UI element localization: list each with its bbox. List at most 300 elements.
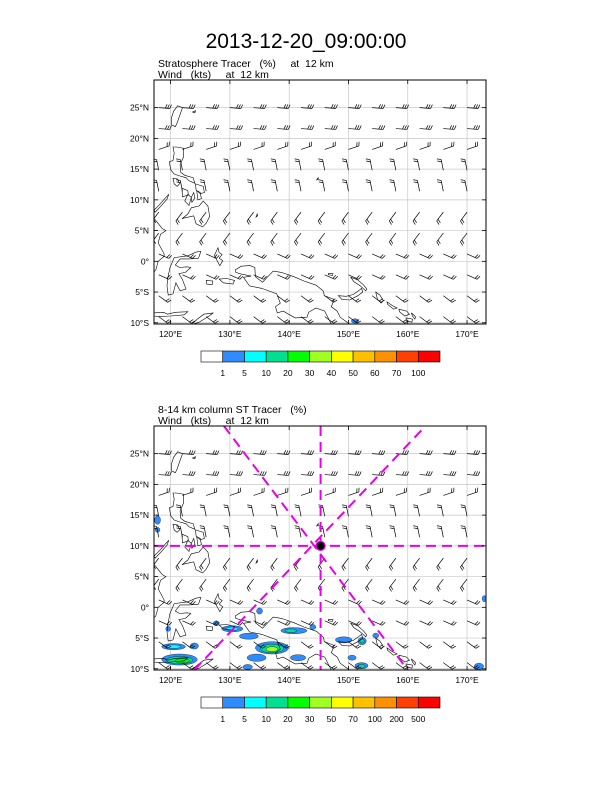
panel1-title-variable: Stratosphere Tracer (%) at 12 km — [158, 58, 334, 70]
wind-barb — [271, 212, 278, 224]
colorbar-label: 100 — [367, 714, 382, 724]
colorbar-box — [201, 351, 223, 362]
wind-barb — [224, 159, 230, 170]
coastline — [206, 626, 213, 630]
wind-barb — [301, 663, 313, 670]
wind-barb — [301, 642, 313, 649]
wind-barb — [437, 159, 443, 170]
tracer-patch — [239, 633, 258, 639]
wind-barb — [247, 212, 254, 224]
y-tick-label: 5°N — [134, 571, 149, 582]
wind-barb — [277, 471, 290, 475]
wind-barb — [271, 505, 277, 516]
wind-barb — [230, 642, 242, 649]
wind-barb — [271, 233, 278, 245]
wind-barb — [389, 233, 396, 245]
wind-barb — [413, 159, 419, 170]
wind-barb — [159, 471, 172, 475]
tracer-patch — [247, 654, 266, 661]
wind-barb — [247, 159, 253, 170]
colorbar-box — [418, 351, 440, 362]
wind-barb — [182, 471, 195, 475]
wind-barb — [437, 180, 443, 191]
wind-barb — [159, 317, 171, 324]
colorbar-box — [266, 697, 288, 708]
storm-center-marker — [316, 541, 325, 550]
x-tick-label: 140°E — [277, 675, 301, 685]
wind-barb — [420, 275, 433, 279]
coastline — [316, 524, 318, 527]
wind-barb — [206, 600, 219, 604]
wind-barb — [348, 296, 360, 303]
wind-barb — [348, 125, 361, 129]
wind-barb — [372, 642, 384, 649]
wind-barb — [176, 233, 183, 245]
wind-barb — [159, 125, 172, 129]
wind-barb — [389, 212, 396, 224]
wind-barb — [443, 296, 455, 303]
coastline — [215, 248, 223, 266]
wind-barb — [182, 125, 195, 129]
wind-barb — [372, 317, 384, 324]
x-tick-label: 170°E — [455, 675, 479, 685]
coastline — [171, 452, 182, 473]
y-tick-label: 15°N — [130, 510, 149, 521]
wind-barb — [420, 296, 432, 303]
wind-barb — [420, 600, 433, 604]
wind-barb — [206, 254, 219, 258]
y-tick-label: 5°N — [134, 225, 149, 236]
wind-barb — [342, 180, 348, 191]
coastline — [215, 594, 223, 612]
wind-barb — [390, 180, 396, 191]
colorbar-box — [288, 697, 310, 708]
wind-barb — [176, 558, 183, 570]
wind-barb — [437, 233, 444, 245]
wind-barb — [460, 212, 467, 224]
wind-barb — [396, 642, 408, 649]
wind-barb — [413, 558, 420, 570]
wind-barb — [295, 180, 301, 191]
wind-barb — [224, 505, 230, 516]
colorbar-box — [397, 697, 419, 708]
wind-barb — [467, 471, 480, 475]
x-tick-label: 160°E — [396, 329, 420, 339]
x-tick-label: 150°E — [336, 675, 361, 685]
wind-barb — [277, 142, 288, 150]
wind-barb — [325, 296, 337, 303]
wind-barb — [176, 505, 182, 516]
colorbar-label: 5 — [242, 368, 247, 378]
wind-barb — [206, 125, 219, 129]
wind-barb — [254, 142, 265, 150]
wind-barb — [176, 579, 183, 591]
wind-barb — [254, 471, 267, 475]
coastline — [387, 302, 397, 309]
wind-barb — [437, 526, 443, 537]
wind-barb — [396, 142, 407, 150]
wind-barb — [372, 663, 384, 670]
wind-barb — [420, 471, 433, 475]
wind-barb — [420, 621, 433, 625]
colorbar-box — [375, 351, 397, 362]
wind-barb — [413, 505, 419, 516]
wind-barb — [325, 317, 337, 324]
tracer-patch — [266, 647, 278, 652]
x-tick-label: 170°E — [455, 329, 479, 339]
wind-barb — [254, 254, 267, 258]
wind-barb — [460, 558, 467, 570]
wind-barb — [467, 621, 480, 625]
coastline — [219, 279, 234, 285]
wind-barb — [206, 317, 218, 324]
wind-barb — [200, 558, 207, 570]
wind-barb — [247, 579, 254, 591]
wind-barb — [366, 212, 373, 224]
colorbar-label: 50 — [348, 368, 358, 378]
wind-barb — [182, 488, 193, 496]
wind-barb — [230, 663, 242, 670]
wind-barb — [277, 254, 290, 258]
wind-barb — [159, 275, 172, 279]
wind-barb — [200, 579, 207, 591]
wind-barb — [159, 600, 172, 604]
colorbar-label: 30 — [304, 714, 315, 724]
wind-barb — [437, 579, 444, 591]
wind-barb — [420, 488, 431, 496]
colorbar-box — [397, 351, 419, 362]
coastline — [191, 193, 195, 203]
coastline — [169, 493, 195, 529]
wind-barb — [318, 233, 325, 245]
wind-barb — [413, 579, 420, 591]
wind-barb — [159, 296, 171, 303]
y-tick-label: 10°N — [130, 540, 149, 551]
wind-barb — [206, 296, 218, 303]
colorbar-box — [310, 351, 332, 362]
wind-barb — [372, 254, 385, 258]
wind-barb — [461, 526, 467, 537]
wind-barb — [420, 317, 432, 324]
map-area — [148, 80, 486, 327]
coastline — [193, 457, 196, 459]
coastline — [154, 194, 169, 212]
wind-barb — [460, 233, 467, 245]
wind-barb — [230, 600, 243, 604]
wind-barb — [396, 488, 407, 496]
wind-barb — [294, 212, 301, 224]
page-title: 2013-12-20_09:00:00 — [205, 30, 407, 53]
wind-barb — [224, 526, 230, 537]
colorbar-box — [244, 697, 266, 708]
wind-barb — [443, 471, 456, 475]
wind-barb — [366, 526, 372, 537]
coastline — [182, 547, 210, 573]
colorbar-label: 10 — [261, 368, 271, 378]
wind-barb — [396, 600, 409, 604]
wind-barb — [366, 579, 373, 591]
tracer-patch — [285, 629, 297, 633]
colorbar-label: 40 — [326, 368, 337, 378]
wind-barb — [176, 212, 183, 224]
map-panel-2 — [130, 426, 486, 724]
y-tick-label: 10°S — [130, 663, 149, 674]
wind-barb — [176, 180, 182, 191]
colorbar-label: 70 — [348, 714, 358, 724]
y-tick-label: 0° — [140, 602, 149, 613]
wind-barb — [295, 526, 301, 537]
wind-barb — [152, 180, 158, 191]
wind-barb — [318, 159, 324, 170]
wind-barb — [277, 296, 289, 303]
tracer-patch — [373, 633, 379, 638]
wind-barb — [318, 212, 325, 224]
wind-barb — [247, 505, 253, 516]
map-panel-1 — [130, 80, 486, 378]
wind-barb — [206, 663, 218, 670]
wind-barb — [372, 488, 383, 496]
wind-barb — [390, 505, 396, 516]
wind-barb — [396, 471, 409, 475]
wind-barb — [301, 142, 312, 150]
wind-barb — [206, 142, 217, 150]
wind-barb — [277, 125, 290, 129]
wind-barb — [348, 488, 359, 496]
wind-barb — [396, 275, 409, 279]
wind-barb — [176, 526, 182, 537]
wind-barb — [301, 317, 313, 324]
wind-barb — [372, 125, 385, 129]
colorbar — [201, 697, 440, 724]
wind-barb — [159, 254, 172, 258]
tracer-patch — [243, 664, 252, 669]
radial-dash-line — [194, 426, 425, 670]
wind-barb — [318, 180, 324, 191]
wind-barb — [467, 642, 479, 649]
wind-barb — [325, 142, 336, 150]
panel2-title-wind: Wind (kts) at 12 km — [158, 415, 269, 427]
wind-barb — [301, 254, 314, 258]
colorbar-label: 100 — [411, 368, 426, 378]
y-tick-label: 25°N — [130, 448, 149, 459]
wind-barb — [301, 471, 314, 475]
wind-barb — [372, 600, 385, 604]
wind-barb — [390, 159, 396, 170]
tracer-patch — [155, 516, 161, 525]
wind-barb — [396, 317, 408, 324]
coastline — [148, 218, 166, 284]
wind-barb — [200, 159, 206, 170]
colorbar-box — [331, 351, 353, 362]
wind-barb — [301, 296, 313, 303]
wind-barb — [325, 663, 337, 670]
wind-barb — [301, 125, 314, 129]
wind-barb — [467, 600, 480, 604]
wind-barb — [342, 233, 349, 245]
x-tick-label: 120°E — [158, 329, 183, 339]
wind-barb — [325, 600, 338, 604]
coastline — [171, 106, 182, 127]
map-area — [148, 426, 486, 673]
colorbar — [201, 351, 440, 378]
coastline — [411, 659, 415, 665]
x-tick-label: 160°E — [396, 675, 420, 685]
wind-barb — [301, 600, 314, 604]
tracer-patch — [257, 608, 263, 614]
wind-barb — [443, 663, 455, 670]
wind-barb — [247, 526, 253, 537]
wind-barb — [224, 180, 230, 191]
wind-barb — [223, 233, 230, 245]
wind-barb — [301, 275, 314, 279]
colorbar-box — [418, 697, 440, 708]
wind-barb — [467, 296, 479, 303]
coastline — [167, 252, 201, 296]
colorbar-label: 500 — [411, 714, 426, 724]
wind-barb — [461, 159, 467, 170]
wind-barb — [254, 488, 265, 496]
wind-barb — [389, 558, 396, 570]
colorbar-label: 50 — [326, 714, 337, 724]
wind-barb — [443, 642, 455, 649]
wind-barb — [223, 558, 230, 570]
coastline — [411, 313, 415, 319]
wind-barb — [325, 488, 336, 496]
wind-barb — [254, 296, 266, 303]
coastline — [235, 612, 349, 670]
wind-barb — [325, 642, 337, 649]
coastline — [197, 537, 202, 546]
wind-barb — [325, 125, 338, 129]
wind-barb — [254, 317, 266, 324]
y-tick-label: 10°S — [130, 317, 149, 328]
wind-barb — [348, 142, 359, 150]
wind-barb — [325, 471, 338, 475]
y-tick-label: 5°S — [135, 287, 149, 298]
wind-barb — [271, 558, 278, 570]
wind-barb — [437, 212, 444, 224]
panel1-title-wind: Wind (kts) at 12 km — [158, 69, 269, 81]
wind-barb — [254, 600, 267, 604]
colorbar-label: 1 — [220, 714, 226, 724]
wind-barb — [372, 275, 385, 279]
x-tick-label: 130°E — [218, 329, 242, 339]
colorbar-box — [223, 697, 245, 708]
wind-barb — [413, 526, 419, 537]
wind-barb — [206, 471, 219, 475]
coastline — [197, 191, 202, 200]
colorbar-box — [201, 697, 223, 708]
wind-barb — [390, 526, 396, 537]
y-tick-label: 10°N — [130, 194, 149, 205]
colorbar-label: 10 — [261, 714, 271, 724]
wind-barb — [301, 621, 314, 625]
wind-barb — [271, 159, 277, 170]
wind-barb — [206, 488, 217, 496]
wind-barb — [277, 600, 290, 604]
tracer-patch — [290, 655, 305, 661]
y-tick-label: 15°N — [130, 164, 149, 175]
wind-barb — [437, 558, 444, 570]
wind-barb — [413, 233, 420, 245]
wind-barb — [206, 275, 219, 279]
colorbar-label: 5 — [242, 714, 247, 724]
colorbar-box — [310, 697, 332, 708]
colorbar-box — [353, 697, 375, 708]
wind-barb — [467, 317, 479, 324]
y-tick-label: 20°N — [130, 133, 149, 144]
tracer-patch — [348, 655, 356, 660]
wind-barb — [443, 254, 456, 258]
wind-barb — [413, 180, 419, 191]
colorbar-box — [223, 351, 245, 362]
wind-barb — [182, 142, 193, 150]
wind-barb — [176, 159, 182, 170]
wind-barb — [443, 142, 454, 150]
wind-barb — [443, 600, 456, 604]
tracer-patch — [166, 626, 171, 631]
wind-barb — [223, 579, 230, 591]
colorbar-box — [244, 351, 266, 362]
wind-barb — [420, 254, 433, 258]
wind-barb — [396, 254, 409, 258]
wind-barb — [420, 142, 431, 150]
wind-barb — [200, 212, 207, 224]
coastline — [328, 620, 333, 622]
colorbar-label: 200 — [389, 714, 404, 724]
wind-barb — [396, 296, 408, 303]
wind-barb — [247, 558, 254, 570]
wind-barb — [182, 621, 195, 625]
wind-barb — [348, 471, 361, 475]
wind-barb — [200, 233, 207, 245]
wind-barb — [152, 505, 158, 516]
wind-barb — [277, 275, 290, 279]
wind-barb — [200, 505, 206, 516]
wind-barb — [342, 212, 349, 224]
wind-barb — [230, 142, 241, 150]
coastline — [256, 214, 258, 217]
colorbar-label: 70 — [391, 368, 402, 378]
wind-barb — [366, 159, 372, 170]
wind-barb — [254, 125, 267, 129]
wind-barb — [342, 159, 348, 170]
wind-barb — [366, 233, 373, 245]
x-tick-label: 120°E — [158, 675, 183, 685]
y-tick-label: 5°S — [135, 633, 149, 644]
wind-barb — [342, 526, 348, 537]
wind-barb — [277, 488, 288, 496]
wind-barb — [443, 488, 454, 496]
wind-barb — [277, 663, 289, 670]
wind-barb — [152, 233, 159, 245]
panel2-title-variable: 8-14 km column ST Tracer (%) — [158, 404, 307, 416]
coastline — [235, 266, 349, 324]
coastline — [328, 274, 333, 276]
colorbar-box — [266, 351, 288, 362]
wind-barb — [348, 600, 361, 604]
wind-barb — [348, 254, 361, 258]
colorbar-label: 30 — [304, 368, 315, 378]
wind-barb — [366, 505, 372, 516]
tracer-patch — [358, 664, 365, 668]
wind-barb — [325, 254, 338, 258]
wind-barb — [372, 142, 383, 150]
y-tick-label: 25°N — [130, 102, 149, 113]
wind-barb — [413, 212, 420, 224]
colorbar-label: 20 — [283, 368, 293, 378]
wind-barb — [467, 125, 480, 129]
